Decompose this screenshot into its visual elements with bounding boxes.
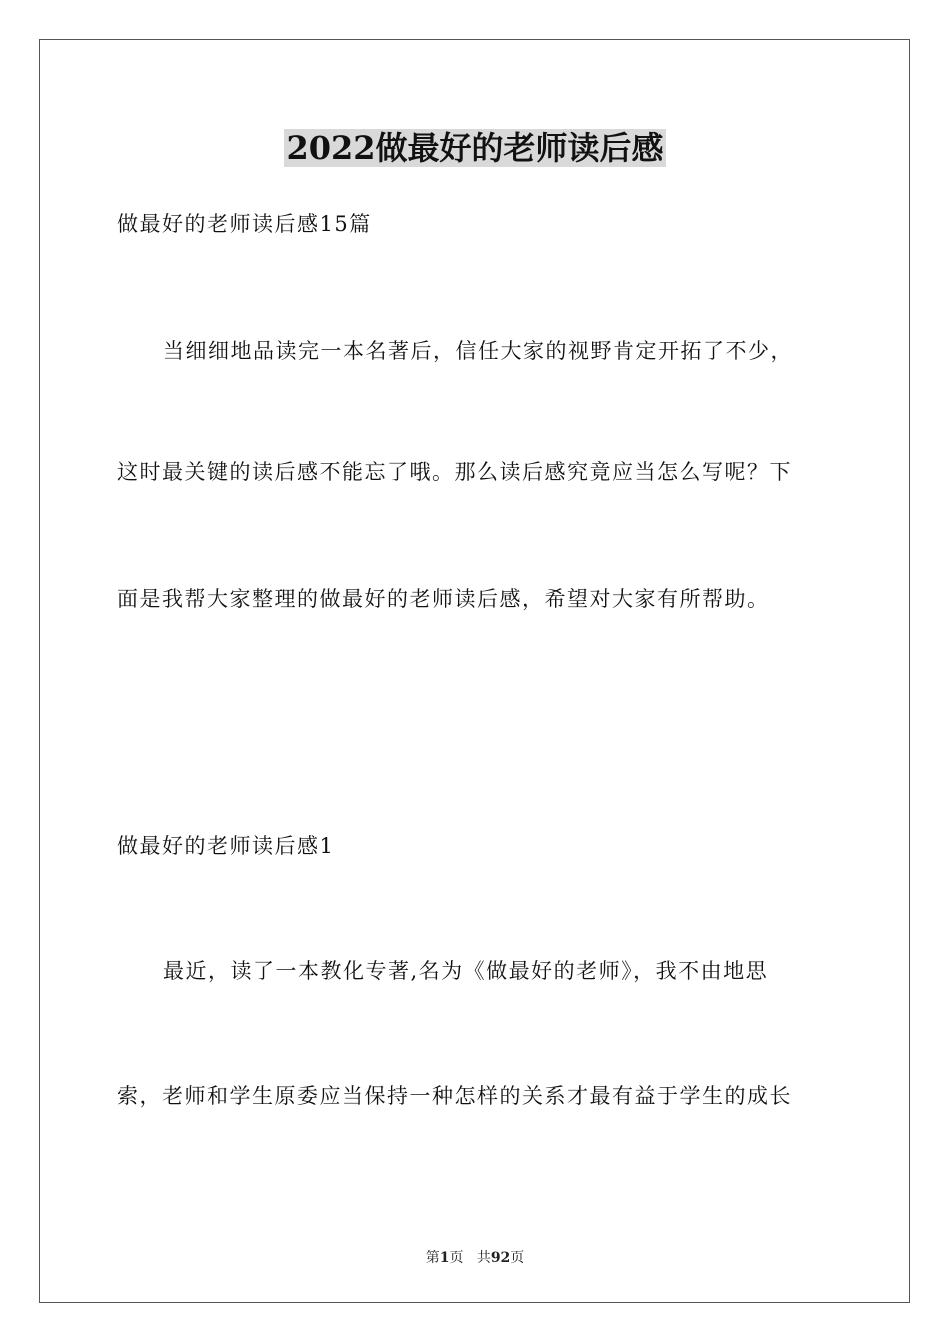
section-line-1: 最近，读了一本教化专著,名为《做最好的老师》，我不由地思: [163, 959, 769, 983]
page-footer: [0, 1248, 950, 1268]
footer-page-current: 1: [439, 1250, 450, 1266]
footer-total-suffix: 页: [510, 1250, 525, 1266]
document-title: [0, 126, 950, 170]
footer-total-prefix: 共: [476, 1250, 491, 1266]
footer-page-total: 92: [490, 1250, 511, 1266]
intro-line-2: 这时最关键的读后感不能忘了哦。那么读后感究竟应当怎么写呢？下: [117, 460, 792, 484]
document-subtitle: 做最好的老师读后感15篇: [117, 212, 372, 236]
section-line-2: 索，老师和学生原委应当保持一种怎样的关系才最有益于学生的成长: [117, 1084, 792, 1108]
intro-line-3: 面是我帮大家整理的做最好的老师读后感，希望对大家有所帮助。: [117, 587, 770, 611]
intro-line-1: 当细细地品读完一本名著后，信任大家的视野肯定开拓了不少，: [163, 339, 793, 363]
section-heading: 做最好的老师读后感1: [117, 834, 335, 858]
footer-page-suffix: 页: [449, 1250, 464, 1266]
document-title-text: 2022做最好的老师读后感: [286, 129, 664, 167]
footer-page-prefix: 第: [425, 1250, 440, 1266]
